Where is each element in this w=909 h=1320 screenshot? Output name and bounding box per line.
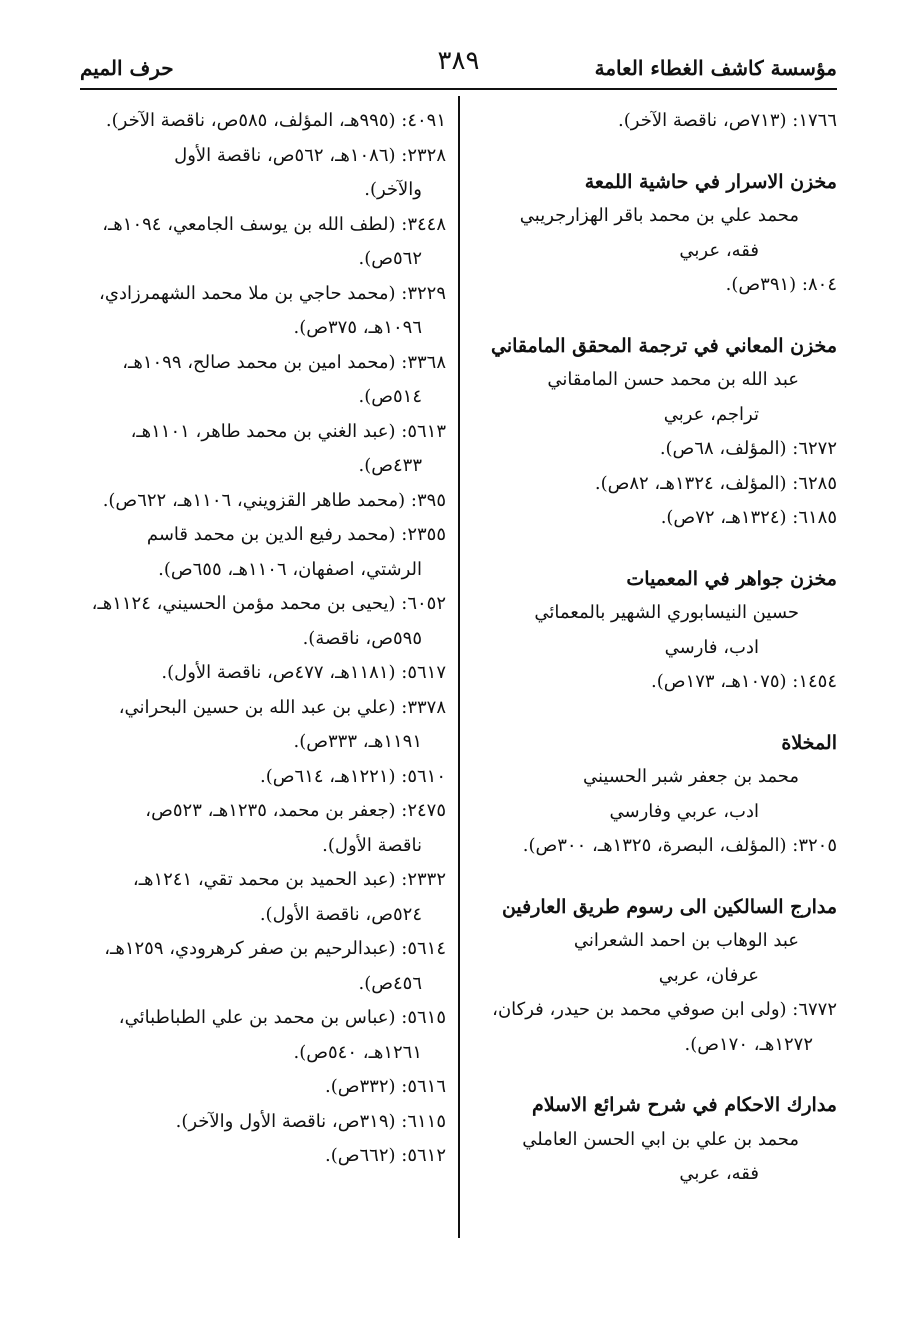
manuscript-reference: ٦٢٧٢: (المؤلف، ٦٨ص).	[659, 438, 837, 459]
entry-subject: فقه، عربي	[679, 1163, 759, 1184]
manuscript-reference: ٣٢٠٥: (المؤلف، البصرة، ١٣٢٥هـ، ٣٠٠ص).	[522, 835, 837, 856]
manuscript-reference: ٢٣٥٥: (محمد رفيع الدين بن محمد قاسم	[146, 524, 446, 545]
manuscript-reference: ٣٤٤٨: (لطف الله بن يوسف الجامعي، ١٠٩٤هـ،	[102, 213, 446, 235]
entry-gap	[477, 139, 837, 165]
manuscript-reference: ٥٦١٦: (٣٣٢ص).	[324, 1076, 446, 1097]
reference-continuation: ٥١٤ص).	[358, 386, 422, 407]
entry-subject: ادب، عربي وفارسي	[609, 800, 759, 822]
reference-continuation: ناقصة الأول).	[322, 834, 422, 856]
entry-author: محمد علي بن محمد باقر الهزارجريبي	[519, 205, 799, 226]
reference-continuation: ٥٩٥ص، ناقصة).	[302, 627, 422, 649]
entry-gap	[477, 700, 837, 726]
manuscript-reference: ٦١١٥: (٣١٩ص، ناقصة الأول والآخر).	[175, 1110, 446, 1132]
entry-author: حسين النيسابوري الشهير بالمعمائي	[534, 602, 799, 623]
section-title: حرف الميم	[80, 56, 174, 80]
manuscript-reference: ٦٢٨٥: (المؤلف، ١٣٢٤هـ، ٨٢ص).	[594, 472, 837, 494]
manuscript-reference: ٣٣٦٨: (محمد امين بن محمد صالح، ١٠٩٩هـ،	[122, 351, 446, 373]
reference-continuation: ٥٦٢ص).	[358, 248, 422, 269]
reference-continuation: ١١٩١هـ، ٣٣٣ص).	[293, 731, 422, 752]
entry-subject: تراجم، عربي	[663, 403, 759, 425]
manuscript-reference: ٦١٨٥: (١٣٢٤هـ، ٧٢ص).	[660, 507, 837, 528]
reference-continuation: ١٢٧٢هـ، ١٧٠ص).	[684, 1033, 813, 1055]
reference-continuation: والآخر).	[364, 179, 422, 200]
entry-subject: فقه، عربي	[679, 239, 759, 261]
manuscript-reference: ٦٠٥٢: (يحيى بن محمد مؤمن الحسيني، ١١٢٤هـ،	[91, 593, 446, 614]
entry-author: عبد الوهاب بن احمد الشعراني	[573, 930, 799, 951]
manuscript-reference: ٢٤٧٥: (جعفر بن محمد، ١٢٣٥هـ، ٥٢٣ص،	[145, 800, 446, 821]
entry-gap	[477, 303, 837, 329]
column-divider	[458, 96, 460, 1238]
manuscript-reference: ٣٩٥: (محمد طاهر القزويني، ١١٠٦هـ، ٦٢٢ص).	[102, 489, 446, 511]
entry-author: محمد بن علي بن ابي الحسن العاملي	[522, 1128, 799, 1150]
left-column	[78, 104, 446, 1174]
entry-title: مخزن المعاني في ترجمة المحقق المامقاني	[490, 334, 837, 357]
page-header	[80, 46, 837, 86]
entry-gap	[477, 536, 837, 562]
entry-title: مدارك الاحكام في شرح شرائع الاسلام	[531, 1094, 837, 1116]
manuscript-reference: ٢٣٢٨: (١٠٨٦هـ، ٥٦٢ص، ناقصة الأول	[174, 144, 446, 166]
manuscript-reference: ٥٦١٧: (١١٨١هـ، ٤٧٧ص، ناقصة الأول).	[161, 662, 446, 683]
entry-title: مخزن جواهر في المعميات	[626, 567, 837, 590]
manuscript-reference: ١٤٥٤: (١٠٧٥هـ، ١٧٣ص).	[651, 671, 837, 692]
reference-continuation: ٤٥٦ص).	[358, 972, 422, 994]
manuscript-reference: ٥٦١٥: (عباس بن محمد بن علي الطباطبائي،	[118, 1007, 446, 1028]
manuscript-reference: ٢٣٣٢: (عبد الحميد بن محمد تقي، ١٢٤١هـ،	[132, 869, 446, 890]
publisher-name: مؤسسة كاشف الغطاء العامة	[594, 56, 837, 80]
manuscript-reference: ٥٦١٠: (١٢٢١هـ، ٦١٤ص).	[260, 765, 446, 787]
manuscript-reference: ٨٠٤: (٣٩١ص).	[725, 274, 837, 295]
entry-gap	[477, 1062, 837, 1088]
manuscript-reference: ٣٢٢٩: (محمد حاجي بن ملا محمد الشهمرزادي،	[99, 282, 446, 304]
manuscript-reference: ٣٣٧٨: (علي بن عبد الله بن حسين البحراني،	[118, 696, 446, 718]
entry-subject: عرفان، عربي	[658, 964, 759, 986]
reference-continuation: ١٢٦١هـ، ٥٤٠ص).	[293, 1041, 422, 1063]
manuscript-reference: ٥٦١٤: (عبدالرحيم بن صفر كرهرودي، ١٢٥٩هـ،	[104, 938, 446, 959]
entry-subject: ادب، فارسي	[664, 636, 759, 658]
reference-continuation: الرشتي، اصفهان، ١١٠٦هـ، ٦٥٥ص).	[158, 558, 422, 580]
manuscript-reference: ٤٠٩١: (٩٩٥هـ، المؤلف، ٥٨٥ص، ناقصة الآخر).	[105, 110, 446, 131]
entry-title: المخلاة	[781, 731, 837, 754]
manuscript-reference: ١٧٦٦: (٧١٣ص، ناقصة الآخر).	[618, 110, 837, 131]
entry-author: محمد بن جعفر شبر الحسيني	[582, 766, 799, 787]
entry-author: عبد الله بن محمد حسن المامقاني	[547, 369, 799, 390]
manuscript-reference: ٥٦١٣: (عبد الغني بن محمد طاهر، ١١٠١هـ،	[130, 420, 446, 442]
reference-continuation: ٤٣٣ص).	[358, 455, 422, 476]
page-number: ٣٨٩	[437, 46, 480, 76]
manuscript-reference: ٦٧٧٢: (ولى ابن صوفي محمد بن حيدر، فركان،	[492, 999, 837, 1020]
manuscript-reference: ٥٦١٢: (٦٦٢ص).	[324, 1145, 446, 1166]
entry-gap	[477, 864, 837, 890]
entry-title: مخزن الاسرار في حاشية اللمعة	[584, 170, 837, 193]
entry-title: مدارج السالكين الى رسوم طريق العارفين	[501, 895, 837, 918]
reference-continuation: ١٠٩٦هـ، ٣٧٥ص).	[293, 317, 422, 338]
reference-continuation: ٥٢٤ص، ناقصة الأول).	[259, 903, 422, 925]
right-column	[477, 104, 837, 1192]
header-rule	[80, 88, 837, 90]
